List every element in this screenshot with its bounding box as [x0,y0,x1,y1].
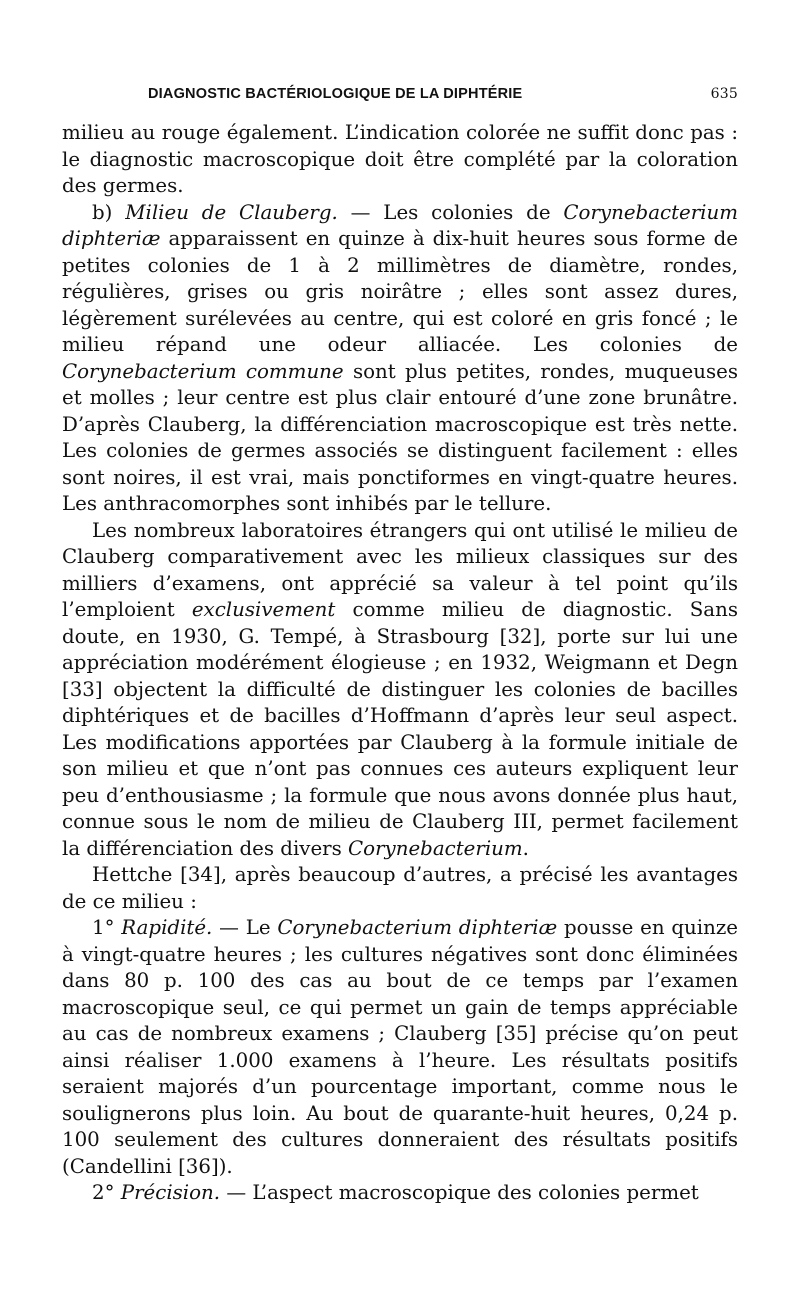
paragraph-continuation [62,120,738,200]
text-run: — Les colonies de [337,200,564,224]
paragraph-hettche [62,862,738,915]
text-run: — Le [212,916,278,939]
book-page [62,84,738,1207]
text-run: . [522,836,529,860]
text-run: comme milieu de diagnostic. Sans doute, en 1930, G. Tempé, à Strasbourg [32], porte sur lui une appréciation modérément élogieuse ; en 1932, Weigmann et Degn [33] objectent la difficulté de distinguer les colonies de bacilles diphtériques et de bacilles d’Hoffmann d’après leur seul aspect. Les modifications apportées par Clauberg à la formule initiale de son milieu et que n’ont pas connues ces auteurs expliquent leur peu d’enthousiasme ; la formule que nous avons donnée plus haut, connue sous le nom de milieu de Clauberg III, permet facilement la différenciation des divers [62,598,738,860]
species-name: Corynebacterium [348,836,523,860]
body-text [62,120,738,1207]
species-name: Corynebacterium diphteriæ [62,200,738,250]
section-title-clauberg: Milieu de Clauberg. [125,200,338,224]
species-name: Corynebacterium commune [62,359,344,383]
text-run: milieu au rouge également. L’indication colorée ne suffit donc pas : le diagnostic macroscopique doit être complété par la coloration des germes. [62,121,738,197]
species-name: Corynebacterium diphteriæ [277,916,558,939]
text-run: Hettche [34], après beaucoup d’autres, a précisé les avantages de ce milieu : [62,863,738,913]
text-run: sont plus petites, rondes, muqueuses et molles ; leur centre est plus clair entouré d’une zone brunâtre. D’après Clauberg, la différenciation macroscopique est très nette. Les colonies de germes associés se distinguent facilement : elles sont noires, il est vrai, mais ponctiformes en vingt-quatre heures. Les anthracomorphes sont inhibés par le tellure. [62,359,738,515]
paragraph-clauberg-medium [62,200,738,518]
running-header [62,84,738,110]
paragraph-rapidite [62,915,738,1180]
text-run: b) [92,200,126,224]
paragraph-laboratories [62,518,738,863]
text-run: Les nombreux laboratoires étrangers qui ont utilisé le milieu de Clauberg comparativement avec les milieux classiques sur des milliers d’examens, ont apprécié sa valeur à tel point qu’ils l’emploient [62,518,738,621]
section-title-rapidite: Rapidité. [121,916,213,939]
text-run: pousse en quinze à vingt-quatre heures ; les cultures négatives sont donc éliminées dans 80 p. 100 des cas au bout de ce temps par l’examen macroscopique seul, ce qui permet un gain de temps appréciable au cas de nombreux examens ; Clauberg [35] précise qu’on peut ainsi réaliser 1.000 examens à l’heure. Les résultats positifs seraient majorés d’un pourcentage important, comme nous le soulignerons plus loin. Au bout de quarante-huit heures, 0,24 p. 100 seulement des cultures donneraient des résultats positifs (Candellini [36]). [62,916,738,1178]
text-run: 2° [92,1181,121,1204]
text-run: 1° [92,916,122,939]
paragraph-precision [62,1180,738,1207]
page-number: 635 [710,86,738,102]
text-run: apparaissent en quinze à dix-huit heures sous forme de petites colonies de 1 à 2 millimètres de diamètre, rondes, régulières, grises ou gris noirâtre ; elles sont assez dures, légèrement surélevées au centre, qui est coloré en gris foncé ; le milieu répand une odeur alliacée. Les colonies de [62,227,738,356]
running-title: DIAGNOSTIC BACTÉRIOLOGIQUE DE LA DIPHTÉRIE [148,86,523,102]
emphasis-word: exclusivement [191,598,336,621]
section-title-precision: Précision. [120,1181,221,1204]
text-run: — L’aspect macroscopique des colonies permet [220,1181,699,1204]
